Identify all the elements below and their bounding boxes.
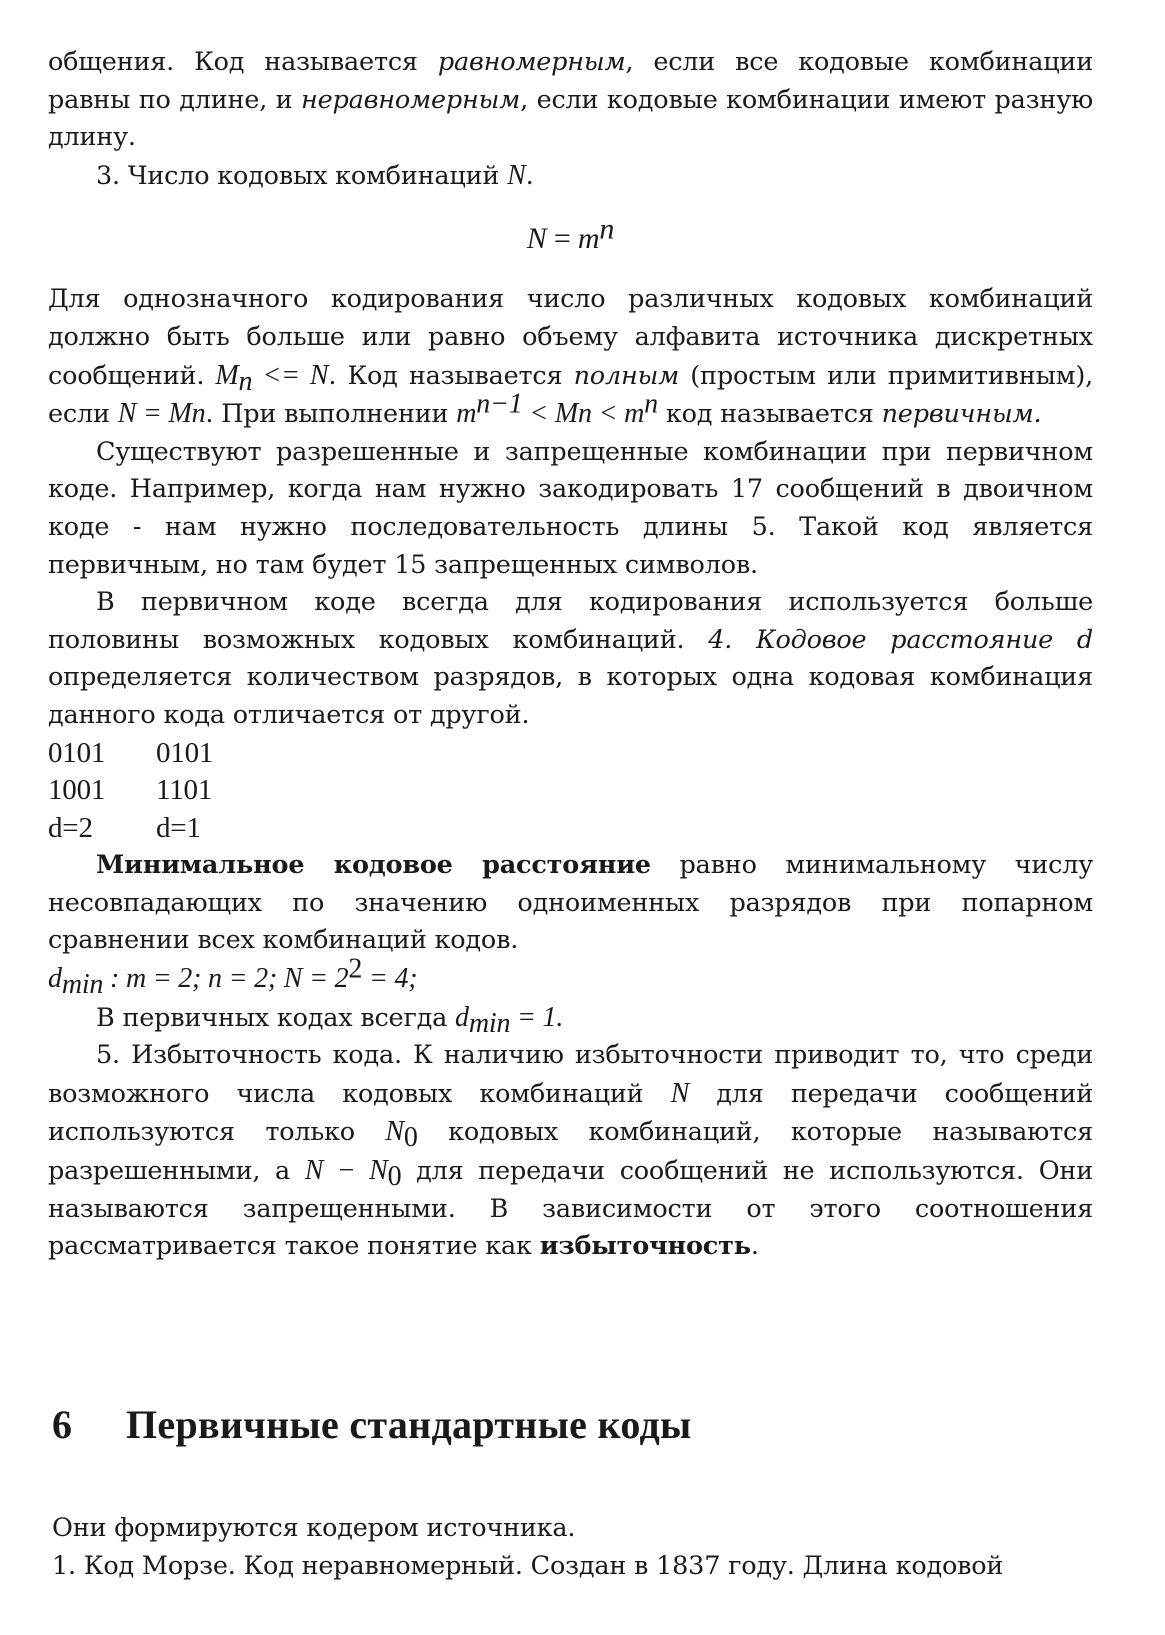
text: . <box>750 1231 759 1262</box>
section-intro: Они формируются кодером источника. <box>52 1513 576 1543</box>
text: кодовых комбинаций, которые называются разрешенными, а <box>48 1117 1093 1187</box>
paragraph-unique-coding <box>48 281 1093 433</box>
paragraph-number-of-combinations <box>48 157 1093 196</box>
text: 3. Число кодовых комбинаций <box>96 160 508 191</box>
math-d: d <box>455 1001 469 1033</box>
code-cell: d=1 <box>156 811 201 844</box>
term-redundancy: избыточность <box>539 1231 751 1262</box>
text: для передачи сообщений не используются. Они называются запрещенными. В зависимости от этого соотношения рассматривается такое понятие как <box>48 1156 1093 1262</box>
math-inequality: <= N <box>252 359 329 391</box>
paragraph-min-distance <box>48 847 1093 960</box>
text: , если кодовые комбинации имеют разную длину. <box>48 84 1093 153</box>
math-sub: n <box>238 365 253 397</box>
math-M: M <box>215 359 239 391</box>
code-cell: 1001 <box>48 774 106 807</box>
math-N: N <box>507 159 526 191</box>
text: код называется <box>657 399 882 430</box>
section-body <box>52 1510 1097 1585</box>
section-number: 6 <box>52 1402 73 1448</box>
math-m: m <box>456 398 477 430</box>
text: Для однозначного кодирования число различных кодовых комбинаций должно быть больше или равно объему алфавита источника дискретных сообщений. <box>48 284 1093 391</box>
math-exp: n−1 <box>476 388 523 420</box>
formula-N-equals-m-pow-n <box>48 211 1093 267</box>
code-row <box>48 735 1093 773</box>
section-heading <box>52 1401 692 1448</box>
term-uniform: равномерным <box>437 47 626 77</box>
text: общения. Код называется <box>48 47 438 77</box>
math-d: d <box>48 963 62 995</box>
math-exp: 2 <box>348 953 363 985</box>
math-sub: 0 <box>403 1122 418 1154</box>
term-nonuniform: неравномерным <box>301 84 521 115</box>
text: равно минимальному числу несовпадающих по значению одноименных разрядов при попарном сравнении всех комбинаций кодов. <box>48 850 1093 956</box>
math-m: m <box>624 398 645 430</box>
math-sub: min <box>468 1007 511 1039</box>
document-page <box>48 44 1093 1266</box>
text: для передачи сообщений используются только <box>48 1078 1093 1148</box>
paragraph-dmin-primary <box>48 999 1093 1038</box>
math-sub: min <box>61 969 104 1001</box>
math-expr: = 4; <box>362 963 418 995</box>
math-N: N <box>670 1077 690 1109</box>
code-row <box>48 810 1093 848</box>
paragraph-allowed-forbidden: Существуют разрешенные и запрещенные комбинации при первичном коде. Например, когда нам нужно закодировать 17 сообщений в двоичном коде - нам нужно последовательность длины 5. Такой код является первичным, но там будет 15 запрещенных символов. <box>48 436 1093 580</box>
term-full: полным <box>573 360 680 391</box>
code-cell: d=2 <box>48 811 93 844</box>
term-primary: первичным. <box>881 399 1042 430</box>
code-cell: 1101 <box>156 774 213 807</box>
math-exp: n <box>644 388 658 420</box>
section-item-morse: 1. Код Морзе. Код неравномерный. Создан в 1837 году. Длина кодовой <box>52 1550 1004 1581</box>
section-title: Первичные стандартные коды <box>126 1402 692 1448</box>
term-code-distance: 4. Кодовое расстояние d <box>708 624 1093 655</box>
paragraph-code-distance <box>48 584 1093 734</box>
paragraph-redundancy <box>48 1037 1093 1266</box>
formula-exponent: n <box>599 212 615 246</box>
math-N-equals-Mn: N = Mn <box>117 398 206 430</box>
code-comparison-table <box>48 735 1093 848</box>
code-cell: 0101 <box>48 736 106 769</box>
formula-lhs: N <box>526 222 547 256</box>
formula-equals: = <box>546 222 578 256</box>
math-expr: = 1. <box>510 1001 564 1033</box>
text: 5. Избыточность кода. К наличию избыточности приводит то, что среди возможного числа кодовых комбинаций <box>48 1040 1093 1109</box>
text: В первичных кодах всегда <box>96 1002 456 1033</box>
math-N-minus-N0: N − N <box>304 1155 388 1187</box>
math-N: N <box>385 1116 404 1148</box>
text: . Код называется <box>328 360 574 391</box>
text: (простым или примитивным), если <box>48 360 1093 430</box>
text: В первичном коде всегда для кодирования используется больше половины возможных кодовых комбинаций. <box>48 587 1093 655</box>
text: определяется количеством разрядов, в которых одна кодовая комбинация данного кода отличается от другой. <box>48 662 1093 730</box>
code-cell: 0101 <box>156 736 214 769</box>
math-expr: : m = 2; n = 2; N = 2 <box>103 963 349 995</box>
math-sub: 0 <box>387 1161 402 1193</box>
code-row <box>48 772 1093 810</box>
text: . <box>525 160 534 191</box>
text: , если все кодовые комбинации равны по длине, и <box>48 47 1093 115</box>
formula-base: m <box>577 222 600 256</box>
paragraph-code-uniformity <box>48 44 1093 157</box>
math-mid: < Mn < <box>522 398 625 430</box>
text: . При выполнении <box>205 399 457 430</box>
term-min-distance: Минимальное кодовое расстояние <box>96 850 651 881</box>
formula-dmin-example <box>48 953 1093 1001</box>
